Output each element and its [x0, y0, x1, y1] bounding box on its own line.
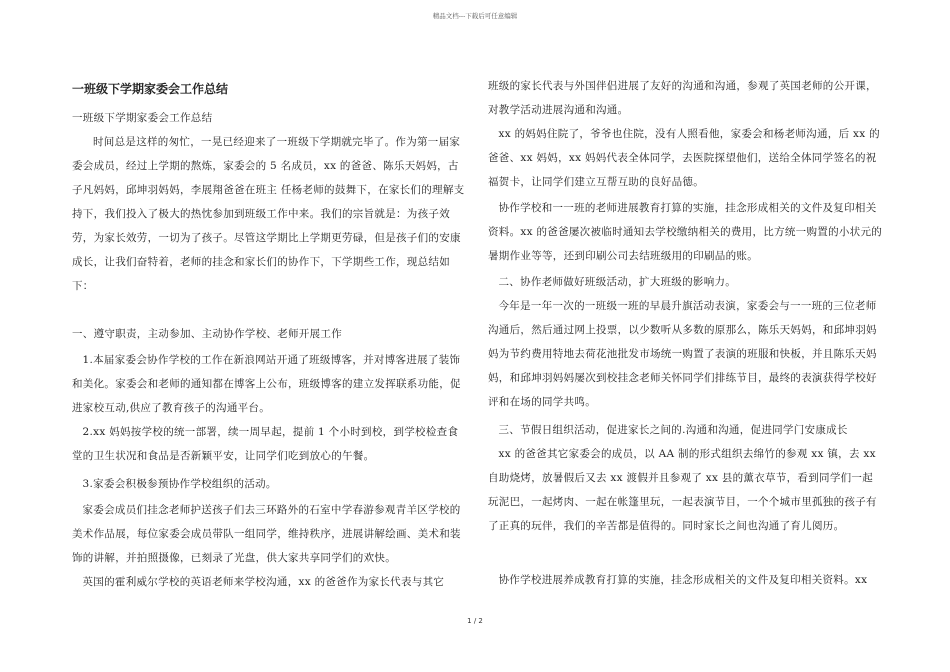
page-header: 精品文档---下载后可任意编辑: [432, 12, 518, 20]
hospital-visit-paragraph: xx 的妈妈住院了，爷爷也住院，没有人照看他，家委会和杨老师沟通，后 xx 的爸爸、xx 妈妈，xx 妈妈代表全体同学，去医院探望他们，送给全体同学签名的祝福贺卡，让同学们建立互帮互助的良好品德。: [488, 128, 880, 188]
intro-paragraph: 时间总是这样的匆忙，一晃已经迎来了一班级下学期就完毕了。作为第一届家委会成员，经过上学期的熬炼，家委会的 5 名成员，xx 的爸爸、陈乐天妈妈，古子凡妈妈，邱坤羽妈妈，李展翔爸爸在班主 任杨老师的鼓舞下，在家长们的理解支持下，我们投入了极大的热忱参加到班级工作中来。我们的宗旨就是：为孩子效劳，为家长效劳，一切为了孩子。尽管这学期比上学期更劳碌，但是孩子们的安康成长，让我们奋特着，老师的挂念和家长们的协作下，下学期些工作，现总结如下：: [72, 136, 465, 292]
education-plan-paragraph: 协作学校和一一班的老师进展教育打算的实施，挂念形成相关的文件及复印相关资料。xx 的爸爸屡次被临时通知去学校缴纳相关的费用，比方统一购置的小状元的暑期作业等等，还到印刷公司去结班级用的印刷品的账。: [488, 202, 883, 262]
activities-paragraph: 家委会成员们挂念老师护送孩子们去三环路外的石室中学春游参观青羊区学校的美术作品展，每位家委会成员带队一组同学，维持秩序，进展讲解绘画、美术和装饰的讲解，并拍照摄像，已刻录了光盘，供大家共享同学们的欢快。: [72, 504, 461, 564]
exchange-paragraph-end: 班级的家长代表与外国伴侣进展了友好的沟通和沟通，参观了英国老师的公开课，对教学活动进展沟通和沟通。: [488, 80, 877, 116]
subtitle-paragraph: 一班级下学期家委会工作总结: [72, 112, 213, 124]
page-number: 1 / 2: [467, 617, 483, 625]
exchange-paragraph-start: 英国的霍利威尔学校的英语老师来学校沟通，xx 的爸爸作为家长代表与其它: [82, 576, 445, 588]
item-3-paragraph: 3.家委会积极参预协作学校组织的活动。: [82, 478, 277, 490]
item-2-paragraph: 2.xx 妈妈按学校的统一部署，续一周早起，提前 1 个小时到校，到学校检查食堂的卫生状况和食品是否新颖平安，让同学们吃到放心的午餐。: [72, 426, 459, 462]
section-heading-1: 一、遵守职责，主动参加、主动协作学校、老师开展工作: [72, 328, 342, 340]
item-1-paragraph: 1.本届家委会协作学校的工作在新浪网站开通了班级博客，并对博客进展了装饰和美化。家委会和老师的通知都在博客上公布，班级博客的建立发挥联系功能，促进家校互动,供应了教育孩子的沟通平台。: [72, 354, 461, 414]
closing-paragraph: 协作学校进展养成教育打算的实施，挂念形成相关的文件及复印相关资料。xx: [498, 574, 868, 586]
document-title: 一班级下学期家委会工作总结: [72, 82, 229, 96]
section-heading-3: 三、节假日组织活动，促进家长之间的.沟通和沟通，促进同学门安康成长: [498, 424, 848, 436]
section-heading-2: 二、协作老师做好班级活动，扩大班级的影响力。: [498, 276, 737, 288]
flag-ceremony-paragraph: 今年是一年一次的一班级一班的早晨升旗活动表演，家委会与一一班的三位老师沟通后，然后通过网上投票，以少数听从多数的原那么，陈乐天妈妈，和邱坤羽妈妈为节约费用特地去荷花池批发市场统一购置了表演的班服和快板，并且陈乐天妈妈，和邱坤羽妈妈屡次到校挂念老师关怀同学们排练节目，最终的表演获得学校好评和在场的同学共鸣。: [488, 300, 877, 408]
holiday-activities-paragraph: xx 的爸爸其它家委会的成员，以 AA 制的形式组织去绵竹的参观 xx 镇，去 xx 自助烧烤，放暑假后又去 xx 渡假并且参观了 xx 县的薰衣草节，看到同学们一起玩泥巴，一起烤肉、一起在帐篷里玩，一起表演节目，一个个城市里孤独的孩子有了正真的玩伴，我们的辛苦都是值得的。同时家长之间也沟通了育儿阅历。: [488, 448, 877, 532]
